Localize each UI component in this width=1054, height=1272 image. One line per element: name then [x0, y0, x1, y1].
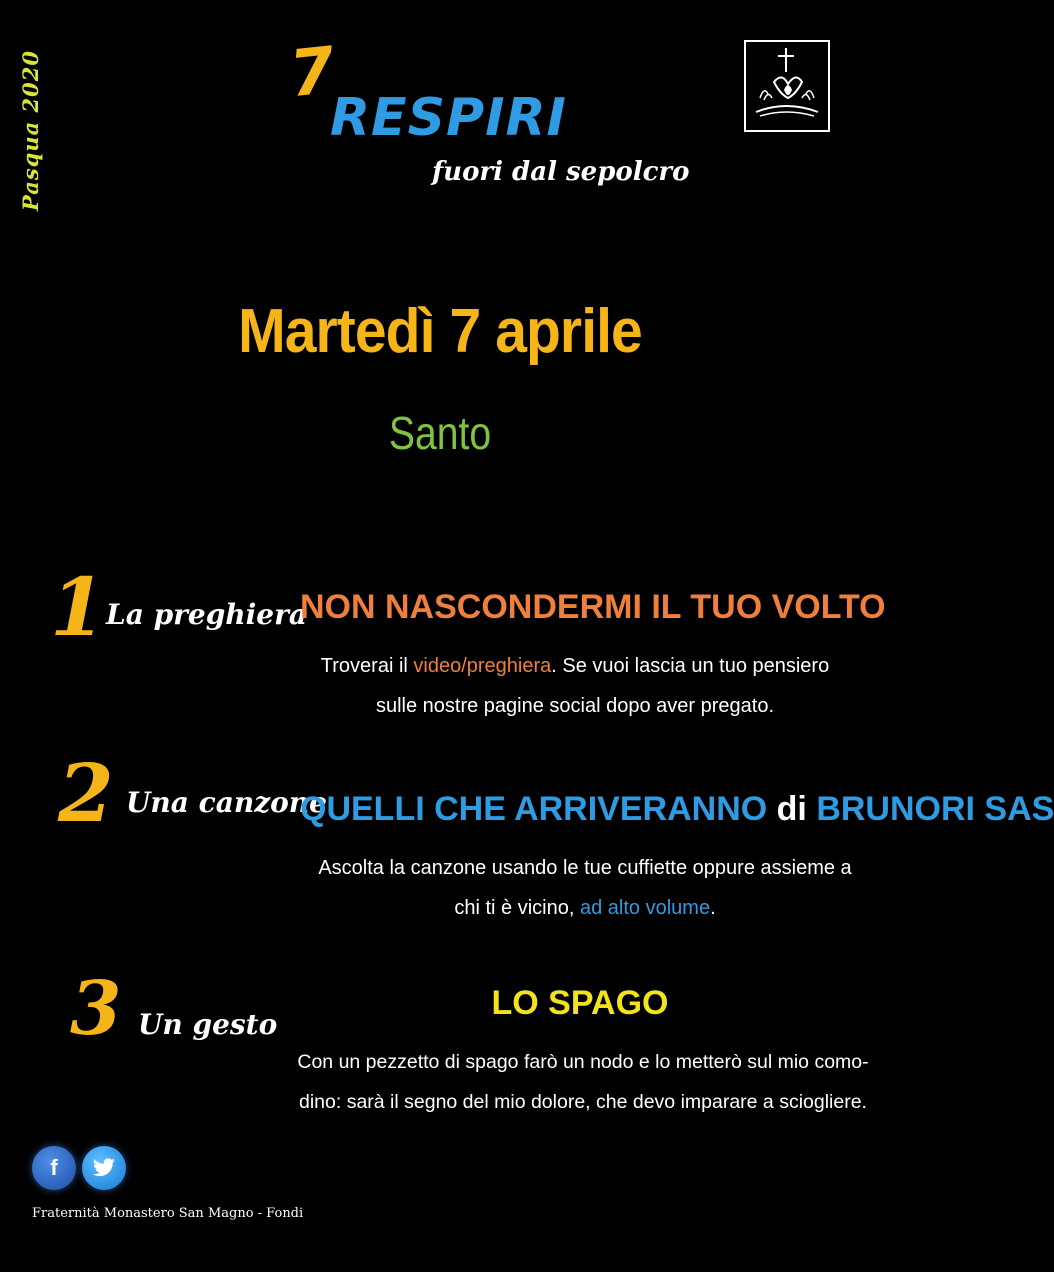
section-2-title	[300, 790, 1054, 829]
dove-cross-icon	[746, 42, 828, 130]
facebook-glyph: f	[50, 1155, 58, 1180]
song-title: QUELLI CHE ARRIVERANNO	[300, 790, 768, 828]
section-1-label: La preghiera	[106, 598, 308, 631]
logo-number: 7	[286, 33, 339, 113]
twitter-bird-icon	[92, 1158, 116, 1178]
section-3-text	[286, 1042, 880, 1122]
section-3-line-1: Con un pezzetto di spago farò un nodo e lo metterò sul mio como-	[297, 1051, 869, 1073]
emblem-icon	[744, 40, 830, 132]
section-1-number: 1	[50, 560, 106, 654]
section-2-number: 2	[58, 746, 114, 840]
section-1-text-post: . Se vuoi lascia un tuo pensiero	[551, 655, 830, 677]
section-2-text	[270, 848, 900, 928]
section-3-label: Un gesto	[138, 1008, 278, 1041]
footer-credit: Fraternità Monastero San Magno - Fondi	[32, 1206, 304, 1221]
facebook-icon[interactable]	[32, 1146, 76, 1190]
section-1-line-1	[270, 646, 880, 686]
section-2-text-pre: chi ti è vicino,	[454, 897, 580, 919]
day-name: Santo	[388, 407, 492, 459]
video-prayer-link[interactable]: video/preghiera	[413, 655, 552, 677]
song-by: di	[776, 790, 807, 828]
section-1-text-pre: Troverai il	[320, 655, 414, 677]
logo-word: RESPIRI	[330, 88, 567, 148]
section-1-title: NON NASCONDERMI IL TUO VOLTO	[300, 588, 886, 626]
section-2-label: Una canzone	[126, 786, 327, 819]
side-label	[10, 40, 50, 220]
section-1-line-2: sulle nostre pagine social dopo aver pregato.	[375, 695, 775, 717]
side-label-text: Pasqua 2020	[17, 49, 43, 211]
section-3-title: LO SPAGO	[491, 984, 669, 1022]
section-2-text-post: .	[710, 897, 716, 919]
twitter-icon[interactable]	[82, 1146, 126, 1190]
section-3-number: 3	[70, 966, 122, 1052]
song-artist: BRUNORI SAS	[816, 790, 1054, 828]
logo-subtitle: fuori dal sepolcro	[432, 157, 690, 187]
section-1-text	[270, 646, 880, 726]
section-2-line-1: Ascolta la canzone usando le tue cuffiette oppure assieme a	[318, 857, 852, 879]
section-3-line-2: dino: sarà il segno del mio dolore, che devo imparare a sciogliere.	[299, 1091, 867, 1113]
section-2-line-2	[270, 888, 900, 928]
high-volume-link[interactable]: ad alto volume	[579, 897, 711, 919]
date-heading: Martedì 7 aprile	[238, 297, 642, 366]
